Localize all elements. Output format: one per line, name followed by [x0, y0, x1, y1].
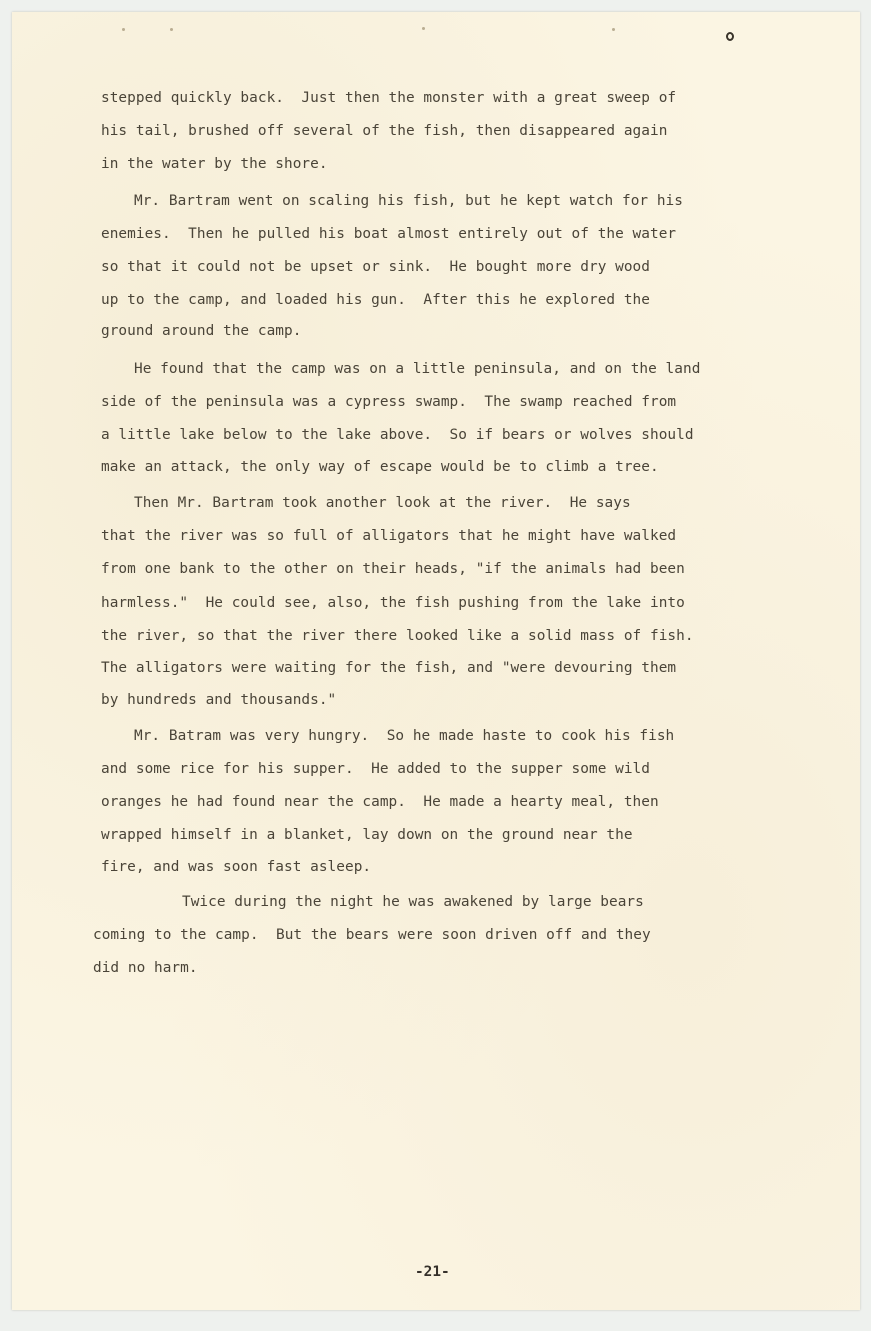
text-line: that the river was so full of alligators that he might have walked	[101, 528, 677, 544]
text-line: oranges he had found near the camp. He made a hearty meal, then	[101, 794, 659, 810]
text-line: side of the peninsula was a cypress swamp. The swamp reached from	[101, 394, 677, 410]
text-line: up to the camp, and loaded his gun. After this he explored the	[101, 292, 650, 308]
text-line: make an attack, the only way of escape would be to climb a tree.	[101, 459, 659, 475]
text-line: a little lake below to the lake above. So if bears or wolves should	[101, 427, 694, 443]
text-line: did no harm.	[93, 960, 198, 976]
text-line: coming to the camp. But the bears were soon driven off and they	[93, 927, 651, 943]
text-line: Twice during the night he was awakened by large bears	[182, 894, 644, 910]
text-line: from one bank to the other on their heads, "if the animals had been	[101, 561, 685, 577]
text-line: Mr. Batram was very hungry. So he made haste to cook his fish	[134, 728, 675, 744]
text-line: by hundreds and thousands."	[101, 692, 337, 708]
text-line: and some rice for his supper. He added to the supper some wild	[101, 761, 650, 777]
text-line: Then Mr. Bartram took another look at the river. He says	[134, 495, 631, 511]
text-line: enemies. Then he pulled his boat almost entirely out of the water	[101, 226, 677, 242]
text-line: in the water by the shore.	[101, 156, 328, 172]
text-line: so that it could not be upset or sink. He bought more dry wood	[101, 259, 650, 275]
text-line: stepped quickly back. Just then the monster with a great sweep of	[101, 90, 677, 106]
text-line: the river, so that the river there looked like a solid mass of fish.	[101, 628, 694, 644]
text-line: ground around the camp.	[101, 323, 302, 339]
text-line: He found that the camp was on a little peninsula, and on the land	[134, 361, 701, 377]
text-line: The alligators were waiting for the fish, and "were devouring them	[101, 660, 677, 676]
text-line: harmless." He could see, also, the fish pushing from the lake into	[101, 595, 685, 611]
text-line: his tail, brushed off several of the fish, then disappeared again	[101, 123, 668, 139]
page-number: -21-	[415, 1264, 450, 1280]
text-line: wrapped himself in a blanket, lay down on the ground near the	[101, 827, 633, 843]
text-line: Mr. Bartram went on scaling his fish, but he kept watch for his	[134, 193, 683, 209]
text-line: fire, and was soon fast asleep.	[101, 859, 372, 875]
